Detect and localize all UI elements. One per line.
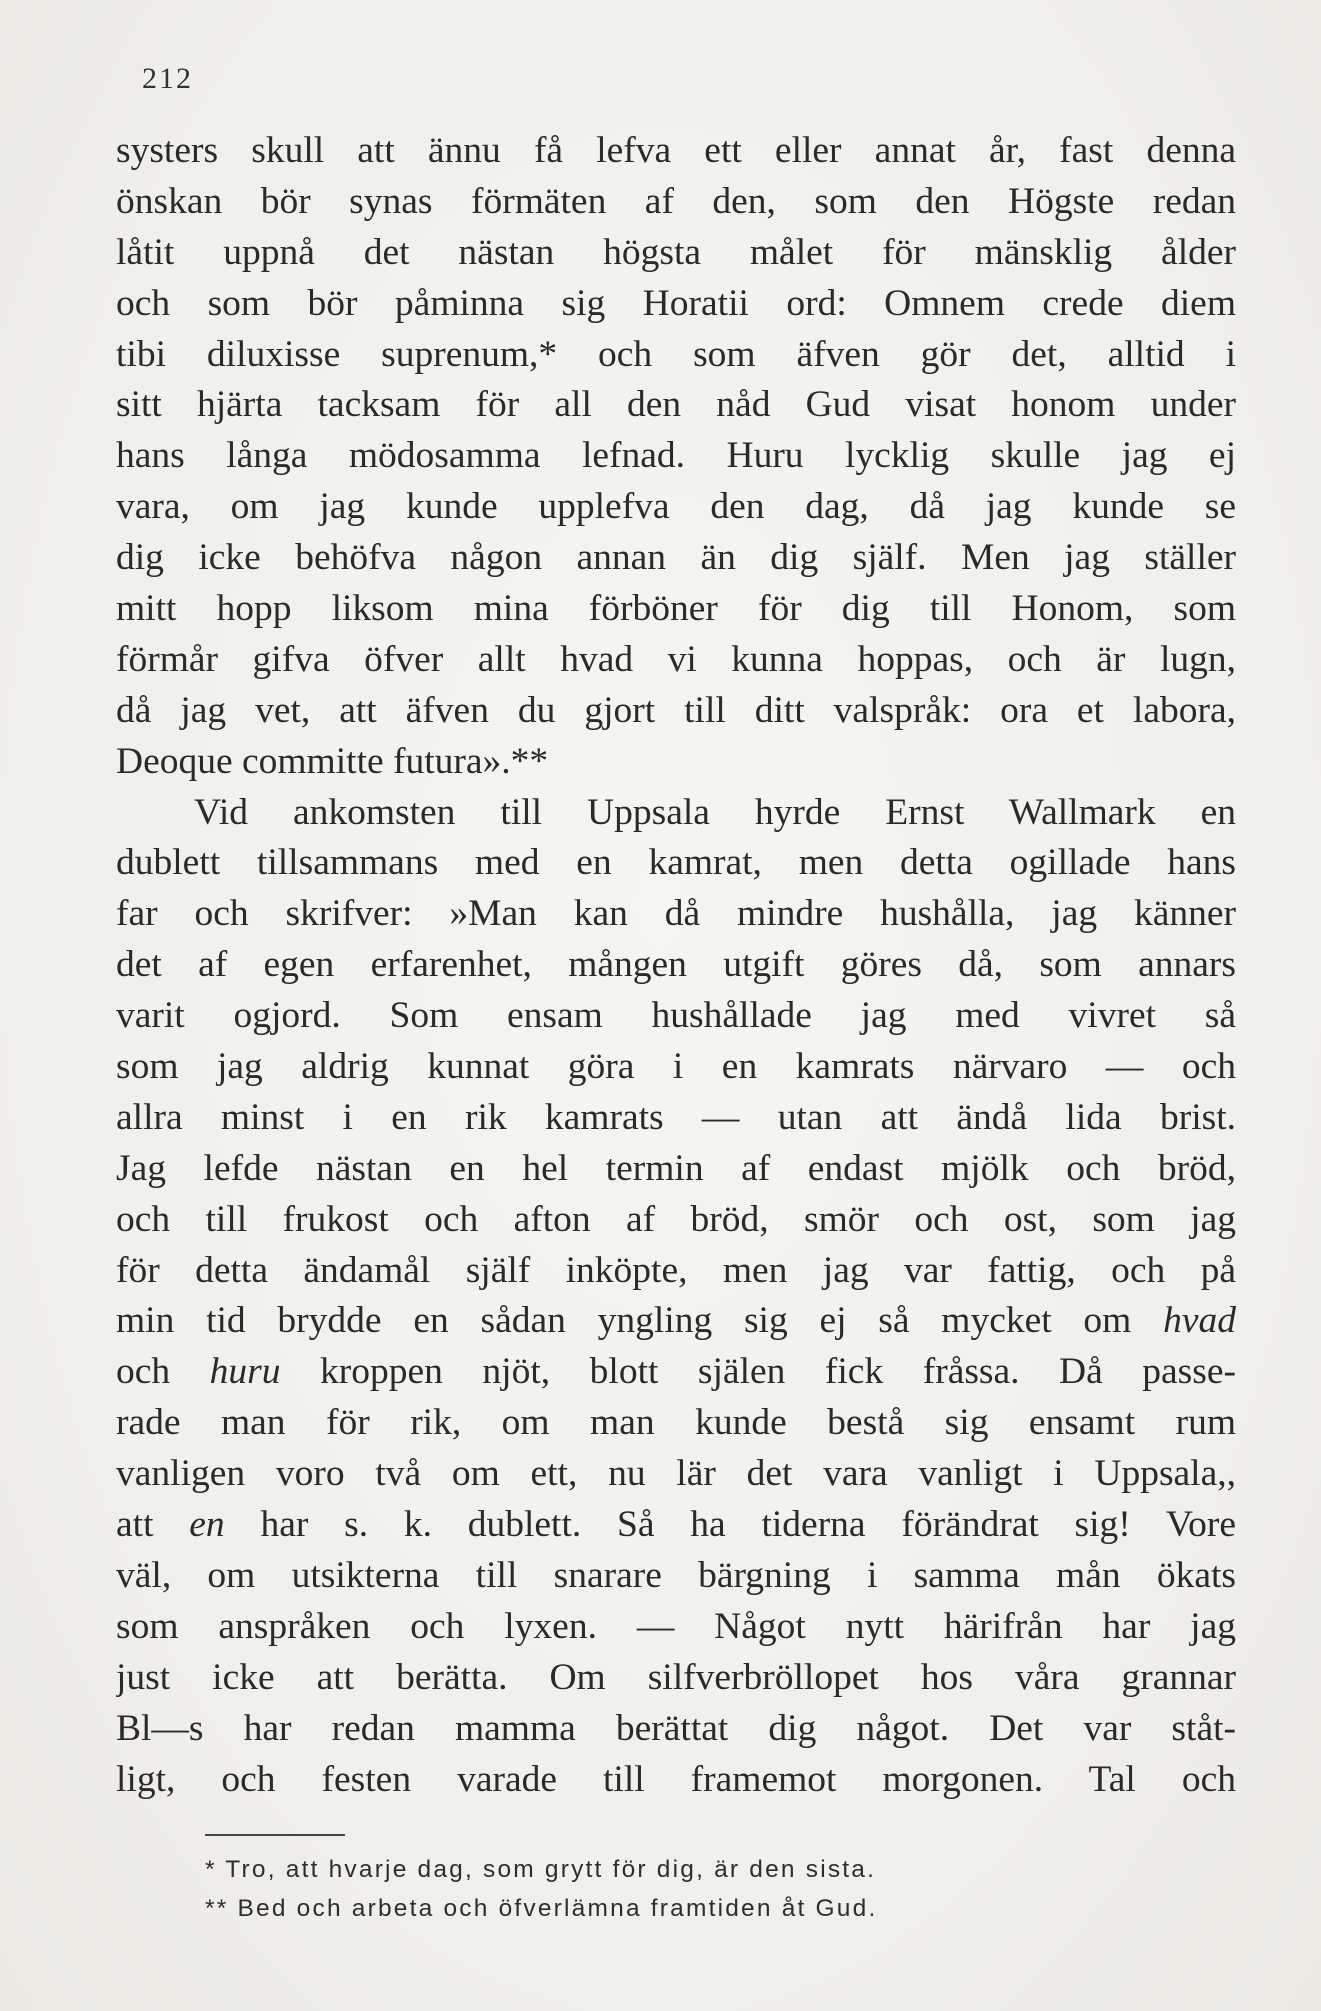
text-line: som jag aldrig kunnat göra i en kamrats närvaro — och: [116, 1046, 1236, 1088]
text-line: då jag vet, att äfven du gjort till ditt valspråk: ora et labora,: [116, 689, 1236, 731]
text-segment: att: [116, 1504, 154, 1546]
text-line: låtit uppnå det nästan högsta målet för mänsklig ålder: [116, 231, 1236, 273]
text-line: mitt hopp liksom mina förböner för dig till Honom, som: [116, 588, 1236, 630]
text-line: Bl—s har redan mamma berättat dig något. Det var ståt-: [116, 1707, 1236, 1749]
text-line: far och skrifver: »Man kan då mindre hushålla, jag känner: [116, 893, 1236, 935]
footnote-2: ** Bed och arbeta och öfverlämna framtiden åt Gud.: [205, 1895, 878, 1922]
text-line: sitt hjärta tacksam för all den nåd Gud visat honom under: [116, 384, 1236, 426]
text-line: [116, 1500, 1236, 1551]
text-line: för detta ändamål själf inköpte, men jag var fattig, och på: [116, 1249, 1236, 1291]
text-line: förmår gifva öfver allt hvad vi kunna hoppas, och är lugn,: [116, 638, 1236, 680]
text-line: vara, om jag kunde upplefva den dag, då jag kunde se: [116, 486, 1236, 528]
text-line: hans långa mödosamma lefnad. Huru lycklig skulle jag ej: [116, 435, 1236, 477]
italic-word: en: [189, 1504, 225, 1546]
italic-word: huru: [209, 1351, 281, 1393]
text-line: det af egen erfarenhet, mången utgift göres då, som annars: [116, 944, 1236, 986]
page-number: 212: [142, 62, 193, 95]
text-segment: har s. k. dublett. Så ha tiderna förändrat sig! Vore: [260, 1504, 1236, 1546]
footnotes: [205, 1850, 1205, 1928]
text-segment: kroppen njöt, blott själen fick fråssa. Då passe-: [320, 1351, 1236, 1393]
text-line: Vid ankomsten till Uppsala hyrde Ernst Wallmark en: [194, 791, 1236, 833]
italic-word: hvad: [1163, 1300, 1236, 1342]
text-segment: min tid brydde en sådan yngling sig ej så mycket om: [116, 1300, 1132, 1342]
text-line: ligt, och festen varade till framemot morgonen. Tal och: [116, 1758, 1236, 1800]
text-line: vanligen voro två om ett, nu lär det vara vanligt i Uppsala,,: [116, 1453, 1236, 1495]
text-line: rade man för rik, om man kunde bestå sig ensamt rum: [116, 1402, 1236, 1444]
footnote-1: * Tro, att hvarje dag, som grytt för dig, är den sista.: [205, 1856, 877, 1883]
footnote-divider: [205, 1834, 345, 1836]
text-line: allra minst i en rik kamrats — utan att ändå lida brist.: [116, 1096, 1236, 1138]
text-line: systers skull att ännu få lefva ett eller annat år, fast denna: [116, 130, 1236, 171]
text-line: önskan bör synas förmäten af den, som den Högste redan: [116, 180, 1236, 222]
text-line: väl, om utsikterna till snarare bärgning i samma mån ökats: [116, 1554, 1236, 1596]
text-line: just icke att berätta. Om silfverbröllopet hos våra grannar: [116, 1656, 1236, 1698]
text-line: Jag lefde nästan en hel termin af endast mjölk och bröd,: [116, 1147, 1236, 1189]
text-line: dig icke behöfva någon annan än dig själf. Men jag ställer: [116, 537, 1236, 579]
text-line: dublett tillsammans med en kamrat, men detta ogillade hans: [116, 842, 1236, 884]
text-line: [116, 1296, 1236, 1347]
text-line: varit ogjord. Som ensam hushållade jag med vivret så: [116, 995, 1236, 1037]
text-line: Deoque committe futura».**: [116, 740, 549, 782]
text-segment: och: [116, 1351, 171, 1393]
text-line: som anspråken och lyxen. — Något nytt härifrån har jag: [116, 1605, 1236, 1647]
text-line: och till frukost och afton af bröd, smör och ost, som jag: [116, 1198, 1236, 1240]
text-line: och som bör påminna sig Horatii ord: Omnem crede diem: [116, 282, 1236, 324]
text-line: [116, 1347, 1236, 1398]
text-line: tibi diluxisse suprenum,* och som äfven gör det, alltid i: [116, 333, 1236, 375]
body-text: [116, 126, 1236, 1805]
